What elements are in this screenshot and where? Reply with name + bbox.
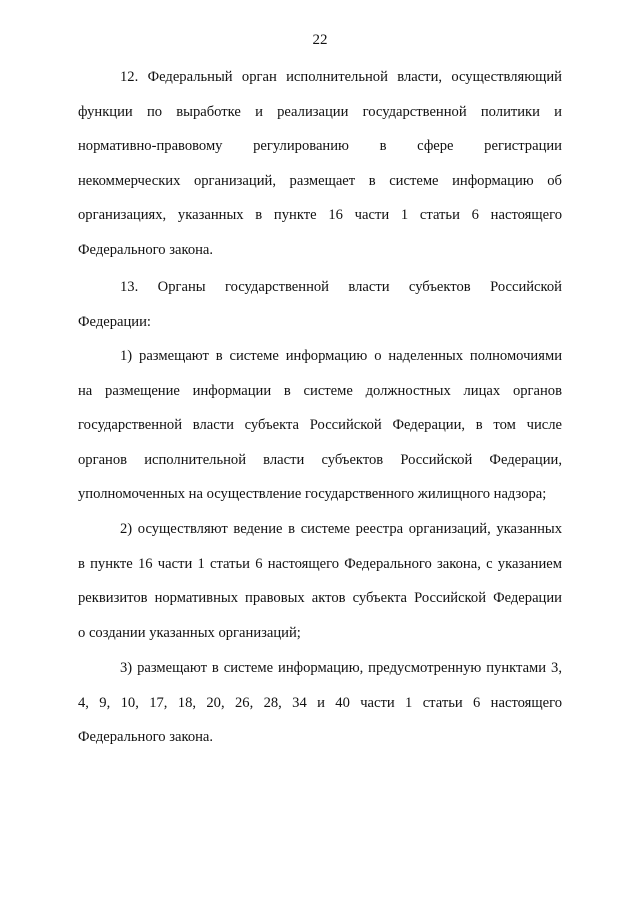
text-line: органов исполнительной власти субъектов Российской Федерации, xyxy=(78,451,562,468)
paragraph-13-item-2 xyxy=(78,519,562,657)
text-line: Федерального закона. xyxy=(78,729,214,745)
paragraph-13-item-3 xyxy=(78,658,562,762)
text-line: 2) осуществляют ведение в системе реестра организаций, указанных xyxy=(120,521,562,537)
text-line: реквизитов нормативных правовых актов субъекта Российской Федерации xyxy=(78,590,562,606)
text-line: 13. Органы государственной власти субъектов Российской xyxy=(120,279,562,295)
text-line: уполномоченных на осуществление государственного жилищного надзора; xyxy=(78,486,547,502)
paragraph-12 xyxy=(78,67,562,274)
text-line: 4, 9, 10, 17, 18, 20, 26, 28, 34 и 40 части 1 статьи 6 настоящего xyxy=(78,694,562,711)
text-line: 1) размещают в системе информацию о наделенных полномочиями xyxy=(120,348,562,364)
paragraph-13 xyxy=(78,277,562,346)
text-line: некоммерческих организаций, размещает в системе информацию об xyxy=(78,172,562,189)
text-line: функции по выработке и реализации государственной политики и xyxy=(78,103,562,120)
text-line: нормативно-правовому регулированию в сфере регистрации xyxy=(78,138,562,154)
text-line: 3) размещают в системе информацию, предусмотренную пунктами 3, xyxy=(120,660,562,676)
text-line: о создании указанных организаций; xyxy=(78,624,301,641)
text-line: организациях, указанных в пункте 16 части 1 статьи 6 настоящего xyxy=(78,207,562,223)
text-line: на размещение информации в системе должностных лицах органов xyxy=(78,382,562,399)
paragraph-13-item-1 xyxy=(78,346,562,519)
text-line: Федерального закона. xyxy=(78,241,214,258)
text-line: Федерации: xyxy=(78,313,151,330)
text-line: в пункте 16 части 1 статьи 6 настоящего Федерального закона, с указанием xyxy=(78,555,562,572)
text-line: 12. Федеральный орган исполнительной власти, осуществляющий xyxy=(120,69,562,85)
text-line: государственной власти субъекта Российской Федерации, в том числе xyxy=(78,417,562,433)
page-number: 22 xyxy=(312,32,328,48)
